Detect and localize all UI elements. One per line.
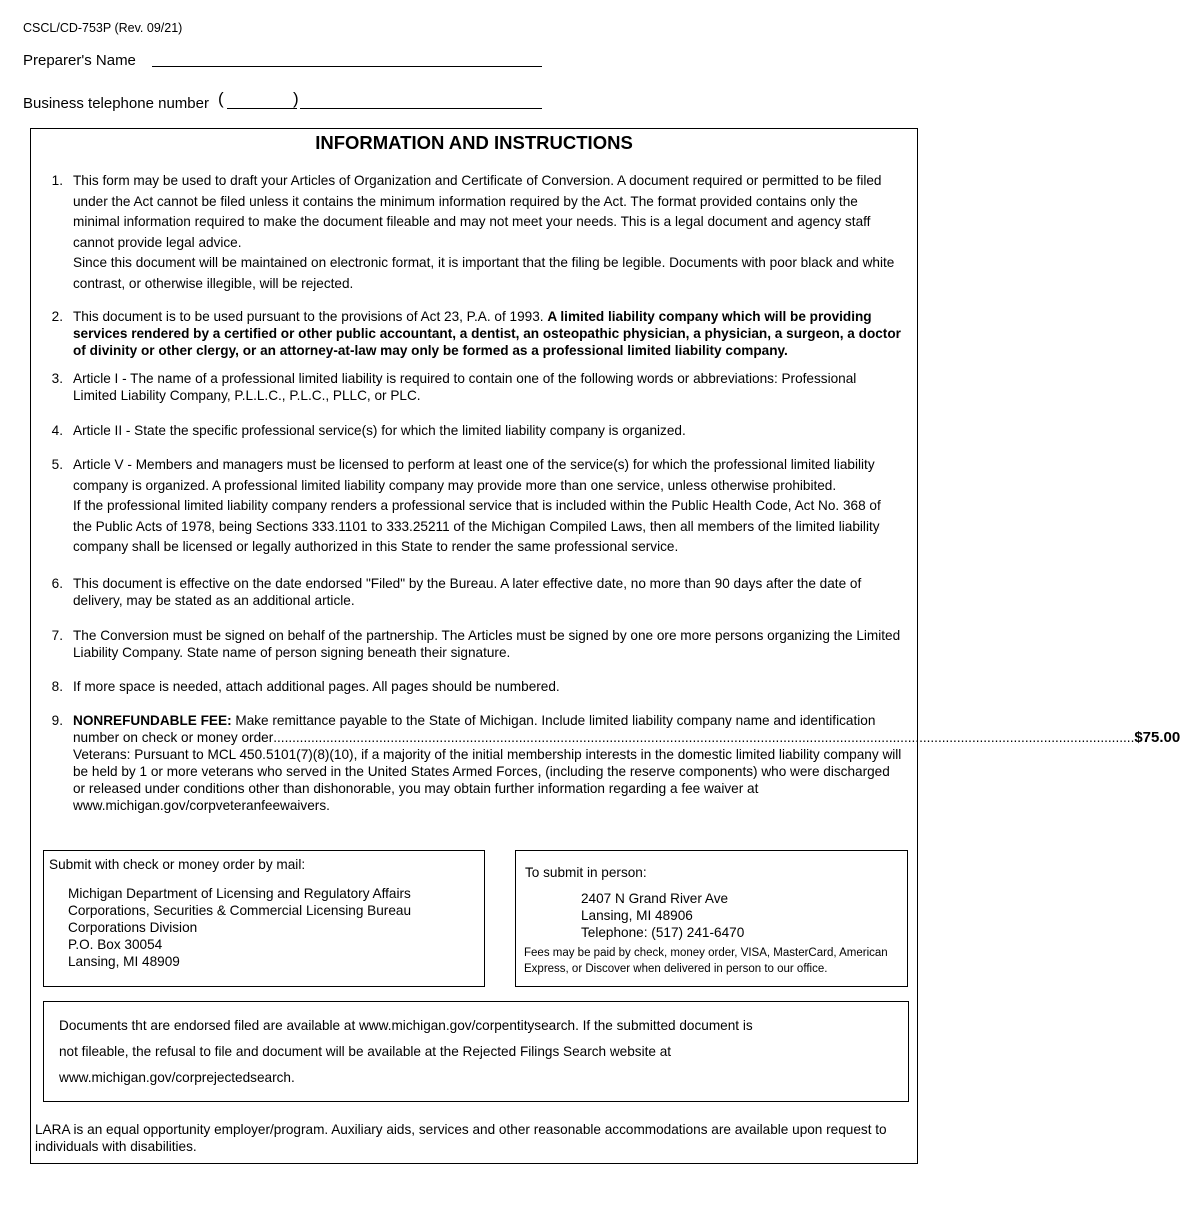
item-2-bold-text: A limited liability company which will be providing services rendered by a certified or other public accountant, a dentist, an osteopathic physician, a physician, a surgeon, a doctor of divinity or other clergy, or an attorney-at-law may only be formed as a professional limited liability company. [73, 309, 901, 358]
mail-address-line: P.O. Box 30054 [68, 937, 163, 952]
mail-address-line: Corporations Division [68, 920, 198, 935]
preparer-name-label: Preparer's Name [23, 52, 136, 69]
mail-address-line: Corporations, Securities & Commercial Licensing Bureau [68, 903, 412, 918]
item-4-text: Article II - State the specific professional service(s) for which the limited liability company is organized. [73, 423, 686, 438]
item-5-paragraph-2: If the professional limited liability company renders a professional service that is included within the Public Health Code, Act No. 368 of the Public Acts of 1978, being Sections 333.1101 to 333.25211 of the Michigan Compiled Laws, then all members of the limited liability company shall be licensed or legally authorized in this State to render the same professional service. [73, 498, 881, 554]
fee-line-text: number on check or money order [73, 730, 274, 745]
item-5-paragraph-1: Article V - Members and managers must be licensed to perform at least one of the service(s) for which the professional limited liability company is organized. A professional limited liability company may provide more than one service, unless otherwise prohibited. [73, 457, 875, 493]
documents-line-1: Documents tht are endorsed filed are available at www.michigan.gov/corpentitysearch. If the submitted document is [59, 1018, 753, 1033]
instruction-item-7 [43, 627, 903, 661]
item-number: 3. [51, 371, 63, 386]
item-number: 1. [51, 173, 63, 188]
phone-number-field[interactable] [300, 108, 542, 109]
item-number: 4. [51, 423, 63, 438]
item-number: 5. [51, 457, 63, 472]
in-person-title: To submit in person: [525, 865, 647, 880]
item-1-paragraph-1: This form may be used to draft your Articles of Organization and Certificate of Conversion. A document required or permitted to be filed under the Act cannot be filed unless it contains the minimum information required by the Act. The format provided contains only the minimal information required to make the document fileable and may not meet your needs. This is a legal document and agency staff cannot provide legal advice. [73, 173, 882, 250]
fee-line [73, 729, 1180, 746]
item-8-text: If more space is needed, attach additional pages. All pages should be numbered. [73, 679, 560, 694]
in-person-address-line: Telephone: (517) 241-6470 [581, 925, 745, 940]
item-6-text: This document is effective on the date endorsed "Filed" by the Bureau. A later effective date, no more than 90 days after the date of delivery, may be stated as an additional article. [73, 576, 862, 608]
payment-methods-note: Fees may be paid by check, money order, VISA, MasterCard, American Express, or Discover when delivered in person to our office. [524, 947, 888, 975]
equal-opportunity-statement: LARA is an equal opportunity employer/program. Auxiliary aids, services and other reasonable accommodations are available upon request to individuals with disabilities. [35, 1122, 887, 1154]
fee-instructions: Make remittance payable to the State of Michigan. Include limited liability company name and identification [235, 713, 876, 728]
item-1-paragraph-2: Since this document will be maintained on electronic format, it is important that the filing be legible. Documents with poor black and white contrast, or otherwise illegible, will be rejected. [73, 255, 895, 291]
documents-line-3: www.michigan.gov/corprejectedsearch. [59, 1070, 295, 1085]
item-number: 9. [51, 713, 63, 728]
instruction-item-4 [43, 422, 903, 439]
business-phone-label: Business telephone number [23, 95, 209, 112]
mail-submission-box [43, 850, 485, 987]
item-2-text: This document is to be used pursuant to the provisions of Act 23, P.A. of 1993. [73, 309, 544, 324]
instructions-heading: INFORMATION AND INSTRUCTIONS [315, 132, 633, 153]
instructions-box [30, 128, 1180, 1164]
documents-line-2: not fileable, the refusal to file and document will be available at the Rejected Filings Search website at [59, 1044, 672, 1059]
fee-label: NONREFUNDABLE FEE: [73, 713, 232, 728]
fee-amount: $75.00 [1134, 729, 1180, 746]
instruction-item-1 [43, 171, 903, 294]
phone-close-paren: ) [293, 89, 299, 108]
mail-title: Submit with check or money order by mail: [49, 857, 306, 872]
in-person-submission-box [515, 850, 908, 987]
instruction-item-8 [43, 678, 903, 695]
instruction-item-3 [43, 370, 903, 404]
item-number: 6. [51, 576, 63, 591]
item-3-text: Article I - The name of a professional limited liability is required to contain one of the following words or abbreviations: Professional Limited Liability Company, P.L.L.C., P.L.C., PLLC, or PLC. [73, 371, 857, 403]
fee-leader-dots: .................................................................................................................................................................................................................................... [273, 730, 1135, 745]
in-person-address-line: Lansing, MI 48906 [581, 908, 693, 923]
veterans-fee-waiver: Veterans: Pursuant to MCL 450.5101(7)(8)(10), if a majority of the initial membership interests in the domestic limited liability company will be held by 1 or more veterans who served in the United States Armed Forces, (including the reserve components) who were discharged or released under conditions other than dishonorable, you may obtain further information regarding a fee waiver at www.michigan.gov/corpveteranfeewaivers. [73, 747, 902, 813]
instruction-item-6 [43, 575, 903, 609]
preparer-name-field[interactable] [152, 66, 542, 67]
document-availability-box [43, 1001, 909, 1102]
mail-address-line: Michigan Department of Licensing and Regulatory Affairs [68, 886, 411, 901]
phone-open-paren: ( [218, 89, 224, 108]
item-number: 2. [51, 309, 63, 324]
instruction-item-9 [43, 712, 1180, 814]
item-number: 8. [51, 679, 63, 694]
mail-address-line: Lansing, MI 48909 [68, 954, 180, 969]
item-7-text: The Conversion must be signed on behalf of the partnership. The Articles must be signed by one ore more persons organizing the Limited Liability Company. State name of person signing beneath their signature. [73, 628, 901, 660]
in-person-address-line: 2407 N Grand River Ave [581, 891, 729, 906]
instruction-item-5 [43, 455, 903, 558]
item-number: 7. [51, 628, 63, 643]
form-number: CSCL/CD-753P (Rev. 09/21) [23, 21, 183, 35]
instruction-item-2 [43, 308, 903, 359]
phone-area-code-field[interactable] [227, 108, 297, 109]
